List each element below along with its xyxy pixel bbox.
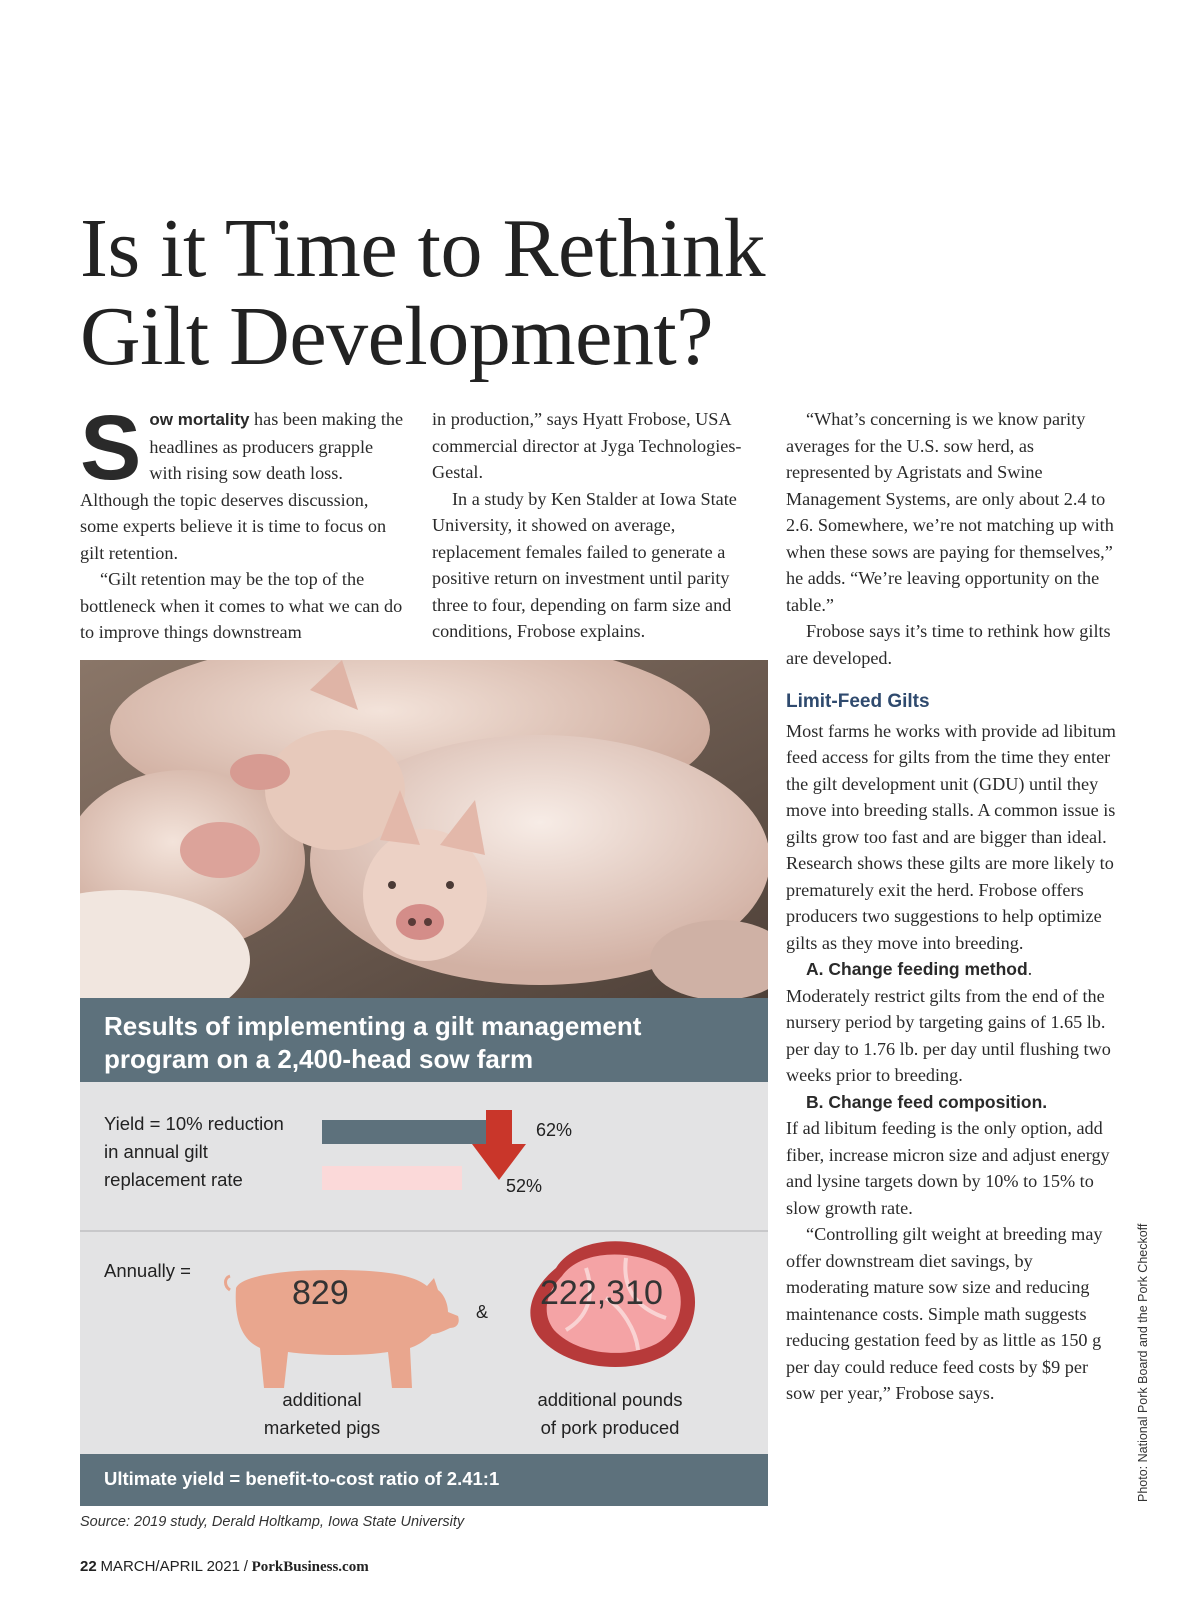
col1-paragraph-2: “Gilt retention may be the top of the bottleneck when it comes to what we can do to improve things downstream	[80, 569, 403, 642]
bar-after-label: 52%	[506, 1176, 543, 1196]
pigs-caption	[242, 1386, 402, 1442]
col3-paragraph-3: Most farms he works with provide ad libitum feed access for gilts from the time they enter the gilt development unit (GDU) until they move into breeding stalls. A common issue is gilts grow too fast and are bigger than ideal. Research shows these gilts are more likely to prematurely exit the herd. Frobose offers producers two suggestions to help optimize gilts as they move into breeding.	[786, 720, 1116, 953]
website-link[interactable]: PorkBusiness.com	[251, 1559, 369, 1575]
col1-p1-text: has been making the headlines as producers grapple with rising sow death loss. Although the topic deserves discussion, some experts believe it is time to focus on gilt retention.	[80, 409, 404, 563]
page-number: 22	[80, 1558, 97, 1575]
col2-paragraph-2: In a study by Ken Stalder at Iowa State University, it showed on average, replacement females failed to generate a positive return on investment until parity three to four, depending on farm size and conditions, Frobose explains.	[432, 488, 737, 641]
pork-caption	[520, 1386, 700, 1442]
col3-paragraph-4: “Controlling gilt weight at breeding may offer downstream diet savings, by moderating mature sow size and reducing maintenance costs. Simple math suggests reducing gestation feed by as little as 150 g per day could reduce feed costs by $9 per sow per year,” Frobose says.	[786, 1224, 1103, 1403]
bar-after	[322, 1166, 462, 1190]
column-2	[432, 406, 762, 645]
column-3	[786, 406, 1116, 1407]
yield-label-line-1: Yield = 10% reduction	[104, 1113, 284, 1134]
step-b-heading: B. Change feed composition.	[806, 1091, 1048, 1112]
col2-paragraph-1: in production,” says Hyatt Frobose, USA commercial director at Jyga Technologies-Gestal.	[432, 409, 742, 482]
step-a-heading: A. Change feeding method.	[806, 959, 1033, 979]
ampersand: &	[476, 1302, 489, 1322]
title-line-1: Is it Time to Rethink	[80, 202, 765, 295]
yield-label-line-3: replacement rate	[104, 1169, 243, 1190]
pigs-caption-line-1: additional	[282, 1389, 362, 1410]
pigs-photo	[80, 660, 768, 998]
col3-paragraph-2: Frobose says it’s time to rethink how gilts are developed.	[786, 621, 1111, 668]
infographic-footer	[80, 1454, 768, 1506]
bar-before	[322, 1120, 489, 1144]
pigs-value: 829	[292, 1274, 349, 1312]
pigs-illustration	[80, 660, 768, 998]
article-title	[80, 202, 840, 383]
infographic-header	[80, 998, 768, 1082]
pork-caption-line-1: additional pounds	[537, 1389, 683, 1410]
down-arrow-icon	[472, 1110, 526, 1180]
yield-label	[104, 1110, 284, 1194]
bar-before-label: 62%	[536, 1120, 573, 1140]
infographic-footer-text: Ultimate yield = benefit-to-cost ratio of 2.41:1	[104, 1468, 500, 1489]
infographic-title: Results of implementing a gilt management program on a 2,400-head sow farm	[104, 1011, 642, 1074]
infographic	[80, 998, 768, 1506]
step-a-text: Moderately restrict gilts from the end of the nursery period by targeting gains of 1.65 lb. per day to 1.76 lb. per day until flushing two weeks prior to breeding.	[786, 985, 1111, 1085]
subhead-limit-feed: Limit-Feed Gilts	[786, 691, 930, 712]
footer-separator: /	[243, 1558, 248, 1575]
col1-paragraph-1	[80, 397, 408, 566]
pigs-caption-line-2: marketed pigs	[263, 1417, 381, 1438]
pork-caption-line-2: of pork produced	[540, 1417, 680, 1438]
section-divider	[80, 1230, 768, 1232]
step-a-label: A. Change feeding method	[806, 959, 1028, 979]
lead-in: ow mortality	[149, 410, 250, 429]
drop-cap: S	[80, 397, 142, 499]
issue-date: MARCH/APRIL 2021	[100, 1558, 240, 1575]
photo-credit: Photo: National Pork Board and the Pork Checkoff	[1136, 1223, 1150, 1502]
pork-value: 222,310	[540, 1274, 663, 1312]
step-b-text: If ad libitum feeding is the only option, add fiber, increase micron size and adjust energy and lysine targets down by 10% to 15% to slow growth rate.	[786, 1118, 1110, 1218]
column-1	[80, 397, 408, 646]
annually-label: Annually =	[104, 1260, 191, 1281]
source-note: Source: 2019 study, Derald Holtkamp, Iowa State University	[80, 1514, 465, 1530]
yield-label-line-2: in annual gilt	[104, 1141, 208, 1162]
col3-paragraph-1: “What’s concerning is we know parity averages for the U.S. sow herd, as represented by Agristats and Swine Management Systems, are only about 2.4 to 2.6. Somewhere, we’re not matching up with when these sows are paying for themselves,” he adds. “We’re leaving opportunity on the table.”	[786, 409, 1114, 615]
title-line-2: Gilt Development?	[80, 290, 713, 383]
page-footer	[80, 1558, 369, 1576]
